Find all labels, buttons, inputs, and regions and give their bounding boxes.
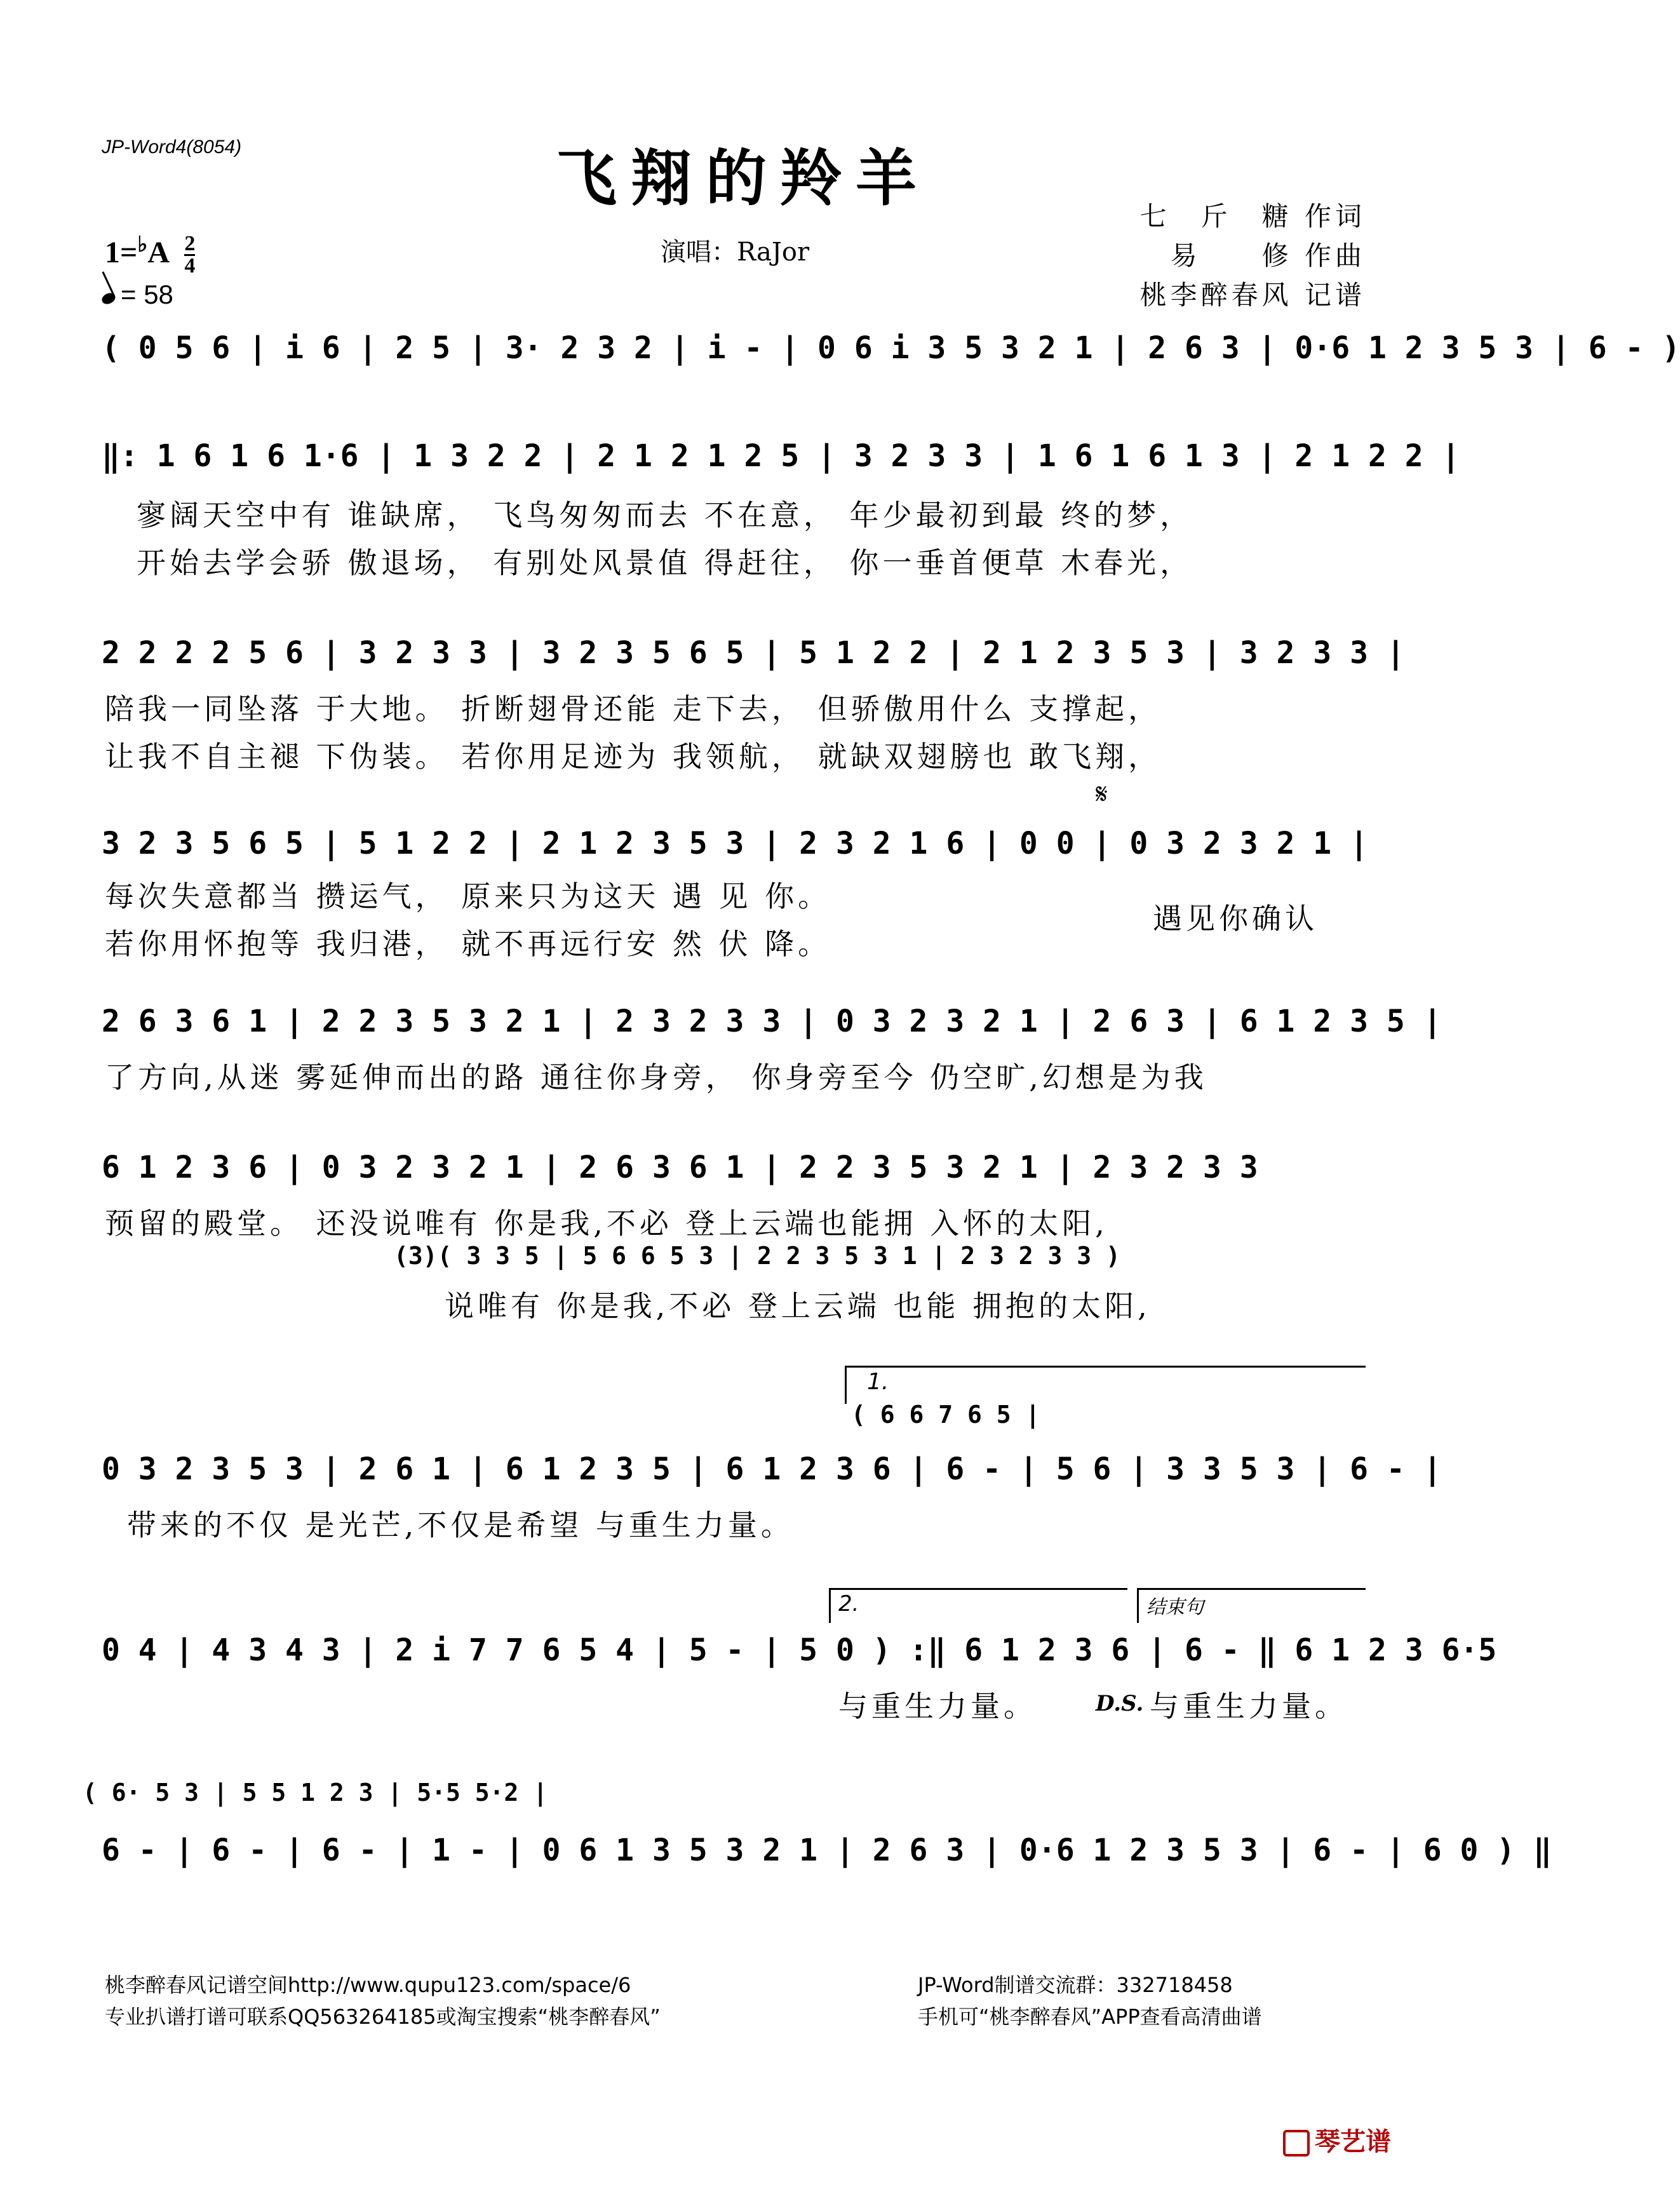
score-sub-line-7: ( 6 6 7 6 5 | bbox=[851, 1401, 1040, 1429]
tempo-value: = 58 bbox=[121, 279, 173, 309]
score-line-2: ‖: 1 6 1 6 1·6 | 1 3 2 2 | 2 1 2 1 2 5 | 3 2 3 3 | 1 6 1 6 1 3 | 2 1 2 2 | bbox=[102, 438, 1460, 474]
lyric-line-5: 了方向,从迷 雾延伸而出的路 通往你身旁， 你身旁至今 仍空旷,幻想是为我 bbox=[105, 1060, 1207, 1094]
score-line-8: 0 4 | 4 3 4 3 | 2 i 7 7 6 5 4 | 5 - | 5 0 ) :‖ 6 1 2 3 6 | 6 - ‖ 6 1 2 3 6·5 bbox=[102, 1632, 1497, 1668]
ending-bracket-top bbox=[1137, 1588, 1366, 1590]
segno-sign: 𝄋 bbox=[1096, 778, 1108, 811]
volta1-label: 1. bbox=[867, 1369, 889, 1395]
ds-label: D.S. bbox=[1096, 1691, 1144, 1716]
quarter-note-icon bbox=[100, 291, 118, 306]
score-sub-line-9: ( 6· 5 3 | 5 5 1 2 3 | 5·5 5·2 | bbox=[83, 1779, 548, 1807]
score-line-4: 3 2 3 5 6 5 | 5 1 2 2 | 2 1 2 3 5 3 | 2 3 2 1 6 | 0 0 | 0 3 2 3 2 1 | bbox=[102, 826, 1368, 861]
footer-app: 手机可“桃李醉春风”APP查看高清曲谱 bbox=[918, 2005, 1262, 2029]
key-signature bbox=[105, 232, 195, 276]
volta2-bracket-top bbox=[829, 1588, 1127, 1590]
footer-website: 桃李醉春风记谱空间http://www.qupu123.com/space/6 bbox=[105, 1973, 631, 1997]
lyric-line-4b: 若你用怀抱等 我归港， 就不再远行安 然 伏 降。 bbox=[105, 927, 831, 961]
key-prefix: 1= bbox=[105, 236, 138, 269]
footer-group: JP-Word制谱交流群：332718458 bbox=[918, 1973, 1233, 1997]
time-signature bbox=[184, 234, 195, 276]
page-title: 飞翔的羚羊 bbox=[556, 143, 931, 214]
composer: 易 修 作曲 bbox=[1170, 240, 1366, 271]
key-note: A bbox=[147, 236, 168, 269]
footer-contact: 专业扒谱打谱可联系QQ563264185或淘宝搜索“桃李醉春风” bbox=[105, 2005, 661, 2029]
score-line-6: 6 1 2 3 6 | 0 3 2 3 2 1 | 2 6 3 6 1 | 2 2 3 5 3 2 1 | 2 3 2 3 3 bbox=[102, 1150, 1258, 1185]
singer: 演唱：RaJor bbox=[661, 238, 810, 267]
volta1-bracket-top bbox=[845, 1366, 1366, 1368]
credits bbox=[1140, 197, 1366, 315]
lyric-line-7: 带来的不仅 是光芒,不仅是希望 与重生力量。 bbox=[127, 1508, 794, 1542]
volta2-bracket-left bbox=[829, 1588, 831, 1623]
score-line-5: 2 6 3 6 1 | 2 2 3 5 3 2 1 | 2 3 2 3 3 | 0 3 2 3 2 1 | 2 6 3 | 6 1 2 3 5 | bbox=[102, 1004, 1442, 1039]
score-sub-line-6: (3)( 3 3 5 | 5 6 6 5 3 | 2 2 3 5 3 1 | 2 3 2 3 3 ) bbox=[394, 1242, 1120, 1270]
score-line-7: 0 3 2 3 5 3 | 2 6 1 | 6 1 2 3 5 | 6 1 2 3 6 | 6 - | 5 6 | 3 3 5 3 | 6 - | bbox=[102, 1451, 1442, 1487]
transcriber: 桃李醉春风 记谱 bbox=[1139, 279, 1366, 311]
time-denominator: 4 bbox=[184, 254, 196, 278]
flat-sign: ♭ bbox=[137, 233, 148, 257]
lyric-line-3a: 陪我一同坠落 于大地。 折断翅骨还能 走下去， 但骄傲用什么 支撑起， bbox=[105, 692, 1162, 726]
time-numerator: 2 bbox=[184, 232, 196, 256]
tempo bbox=[102, 279, 173, 310]
lyric-line-4c: 遇见你确认 bbox=[1153, 901, 1318, 936]
lyric-line-4a: 每次失意都当 攒运气， 原来只为这天 遇 见 你。 bbox=[105, 879, 831, 913]
lyric-line-8b: 与重生力量。 bbox=[1150, 1689, 1348, 1723]
lyric-line-6a: 预留的殿堂。 还没说唯有 你是我,不必 登上云端也能拥 入怀的太阳, bbox=[105, 1206, 1108, 1241]
ending-label: 结束句 bbox=[1146, 1596, 1204, 1618]
lyric-line-2a: 寥阔天空中有 谁缺席， 飞鸟匆匆而去 不在意， 年少最初到最 终的梦， bbox=[137, 498, 1193, 532]
score-line-3: 2 2 2 2 5 6 | 3 2 3 3 | 3 2 3 5 6 5 | 5 1 2 2 | 2 1 2 3 5 3 | 3 2 3 3 | bbox=[102, 635, 1405, 671]
lyric-line-6b: 说唯有 你是我,不必 登上云端 也能 拥抱的太阳, bbox=[445, 1289, 1151, 1323]
volta1-bracket-left bbox=[845, 1366, 847, 1404]
brand-logo bbox=[1283, 2122, 1391, 2158]
lyricist: 七 斤 糖 作词 bbox=[1139, 201, 1366, 232]
logo-icon bbox=[1283, 2130, 1310, 2157]
lyric-line-8a: 与重生力量。 bbox=[838, 1689, 1037, 1723]
logo-text: 琴艺谱 bbox=[1315, 2127, 1391, 2157]
lyric-line-3b: 让我不自主褪 下伪装。 若你用足迹为 我领航， 就缺双翅膀也 敢飞翔， bbox=[105, 739, 1162, 774]
score-line-9: 6 - | 6 - | 6 - | 1 - | 0 6 1 3 5 3 2 1 | 2 6 3 | 0·6 1 2 3 5 3 | 6 - | 6 0 ) ‖ bbox=[102, 1833, 1552, 1868]
lyric-line-2b: 开始去学会骄 傲退场， 有别处风景值 得赶往， 你一垂首便草 木春光， bbox=[137, 546, 1193, 580]
ending-bracket-left bbox=[1137, 1588, 1139, 1623]
volta2-label: 2. bbox=[838, 1591, 859, 1617]
score-line-1: ( 0 5 6 | i 6 | 2 5 | 3· 2 3 2 | i - | 0 6 i 3 5 3 2 1 | 2 6 3 | 0·6 1 2 3 5 3 | 6 - ) bbox=[102, 330, 1680, 366]
software-label: JP-Word4(8054) bbox=[102, 137, 242, 158]
